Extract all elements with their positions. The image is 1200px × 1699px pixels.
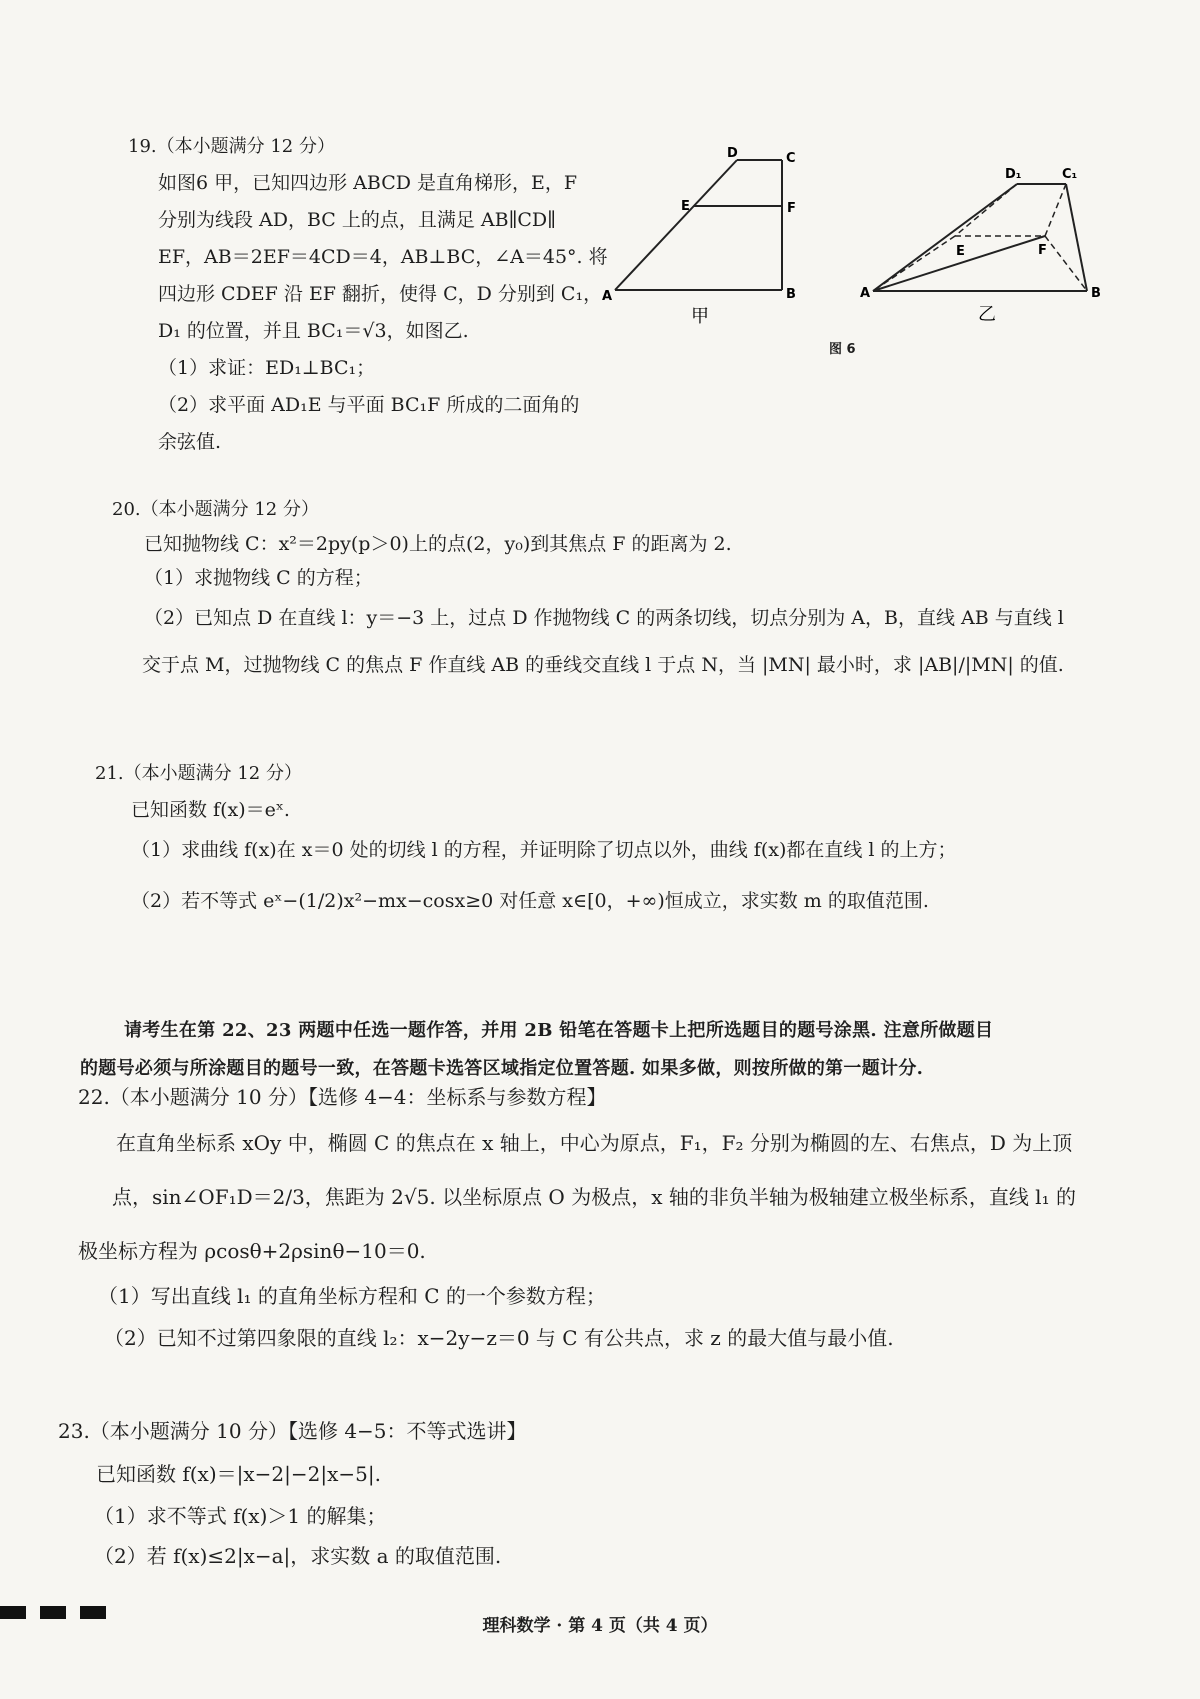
question-21-header: 21.（本小题满分 12 分） xyxy=(95,763,302,784)
label-D: D xyxy=(727,146,738,161)
question-19-line: 分别为线段 AD，BC 上的点，且满足 AB∥CD∥ xyxy=(158,209,556,231)
caption-yi: 乙 xyxy=(978,304,996,325)
question-21-line: 已知函数 f(x)＝eˣ. xyxy=(131,799,290,821)
question-23-part-1: （1）求不等式 f(x)＞1 的解集； xyxy=(94,1504,387,1528)
question-20-part-2: （2）已知点 D 在直线 l：y＝−3 上，过点 D 作抛物线 C 的两条切线，切点分别为 A，B，直线 AB 与直线 l xyxy=(144,607,1064,629)
question-20-part-1: （1）求抛物线 C 的方程； xyxy=(144,567,373,589)
question-22-part-1: （1）写出直线 l₁ 的直角坐标方程和 C 的一个参数方程； xyxy=(98,1284,606,1308)
question-19-header: 19.（本小题满分 12 分） xyxy=(128,136,335,157)
question-19-line: 四边形 CDEF 沿 EF 翻折，使得 C，D 分别到 C₁， xyxy=(158,283,603,305)
question-19-line: EF，AB＝2EF＝4CD＝4，AB⊥BC，∠A＝45°. 将 xyxy=(158,246,608,268)
question-20-header: 20.（本小题满分 12 分） xyxy=(112,499,319,520)
label-A: A xyxy=(602,289,613,304)
caption-jia: 甲 xyxy=(691,306,709,327)
question-23-line: 已知函数 f(x)＝|x−2|−2|x−5|. xyxy=(96,1462,381,1486)
question-23-header: 23.（本小题满分 10 分）【选修 4−5：不等式选讲】 xyxy=(58,1419,527,1443)
label-E: E xyxy=(681,199,690,214)
question-19-part-1: （1）求证：ED₁⊥BC₁； xyxy=(158,357,376,379)
notice-line: 请考生在第 22、23 两题中任选一题作答，并用 2B 铅笔在答题卡上把所选题目的题号涂黑. 注意所做题目 xyxy=(124,1020,994,1041)
question-19-line: 余弦值. xyxy=(158,431,222,453)
question-22-header: 22.（本小题满分 10 分）【选修 4−4：坐标系与参数方程】 xyxy=(78,1085,607,1109)
question-22-part-2: （2）已知不过第四象限的直线 l₂：x−2y−z＝0 与 C 有公共点，求 z 的最大值与最小值. xyxy=(104,1326,894,1350)
question-21-part-2: （2）若不等式 eˣ−(1/2)x²−mx−cosx≥0 对任意 x∈[0，+∞)恒成立，求实数 m 的取值范围. xyxy=(131,890,929,912)
question-22-line: 极坐标方程为 ρcosθ+2ρsinθ−10＝0. xyxy=(78,1239,426,1263)
question-19 xyxy=(128,128,608,461)
question-19-part-2: （2）求平面 AD₁E 与平面 BC₁F 所成的二面角的 xyxy=(158,394,580,416)
question-22-line: 点，sin∠OF₁D＝2/3，焦距为 2√5. 以坐标原点 O 为极点，x 轴的非负半轴为极轴建立极坐标系，直线 l₁ 的 xyxy=(112,1185,1076,1209)
question-21-part-1: （1）求曲线 f(x)在 x＝0 处的切线 l 的方程，并证明除了切点以外，曲线 f(x)都在直线 l 的上方； xyxy=(131,839,957,861)
label-C1: C₁ xyxy=(1062,167,1078,182)
question-22 xyxy=(78,1076,1158,1360)
label-F: F xyxy=(787,201,796,216)
label-C: C xyxy=(786,151,796,166)
question-20-line: 交于点 M，过抛物线 C 的焦点 F 作直线 AB 的垂线交直线 l 于点 N，当 |MN| 最小时，求 |AB|/|MN| 的值. xyxy=(142,654,1064,676)
question-23-part-2: （2）若 f(x)≤2|x−a|，求实数 a 的取值范围. xyxy=(94,1544,502,1568)
figure-6-yi xyxy=(855,160,1125,360)
label-A: A xyxy=(860,286,871,301)
label-D1: D₁ xyxy=(1005,167,1022,182)
label-F: F xyxy=(1038,243,1047,258)
question-22-line: 在直角坐标系 xOy 中，椭圆 C 的焦点在 x 轴上，中心为原点，F₁，F₂ 分别为椭圆的左、右焦点，D 为上顶 xyxy=(116,1131,1073,1155)
figure-6-title: 图 6 xyxy=(829,342,856,357)
question-21 xyxy=(95,756,1155,930)
figure-6-jia xyxy=(600,140,810,340)
label-B: B xyxy=(1091,286,1101,301)
question-23 xyxy=(58,1410,1138,1576)
notice-line: 的题号必须与所涂题目的题号一致，在答题卡选答区域指定位置答题. 如果多做，则按所做的第一题计分. xyxy=(80,1058,924,1079)
label-B: B xyxy=(786,287,796,302)
question-19-line: D₁ 的位置，并且 BC₁＝√3，如图乙. xyxy=(158,320,469,342)
question-20 xyxy=(112,493,1152,689)
label-E: E xyxy=(956,244,965,259)
question-20-line: 已知抛物线 C：x²＝2py(p＞0)上的点(2，y₀)到其焦点 F 的距离为 2. xyxy=(144,533,732,555)
question-19-line: 如图6 甲，已知四边形 ABCD 是直角梯形，E，F xyxy=(158,172,578,194)
page-footer: 理科数学 · 第 4 页（共 4 页） xyxy=(482,1616,718,1636)
